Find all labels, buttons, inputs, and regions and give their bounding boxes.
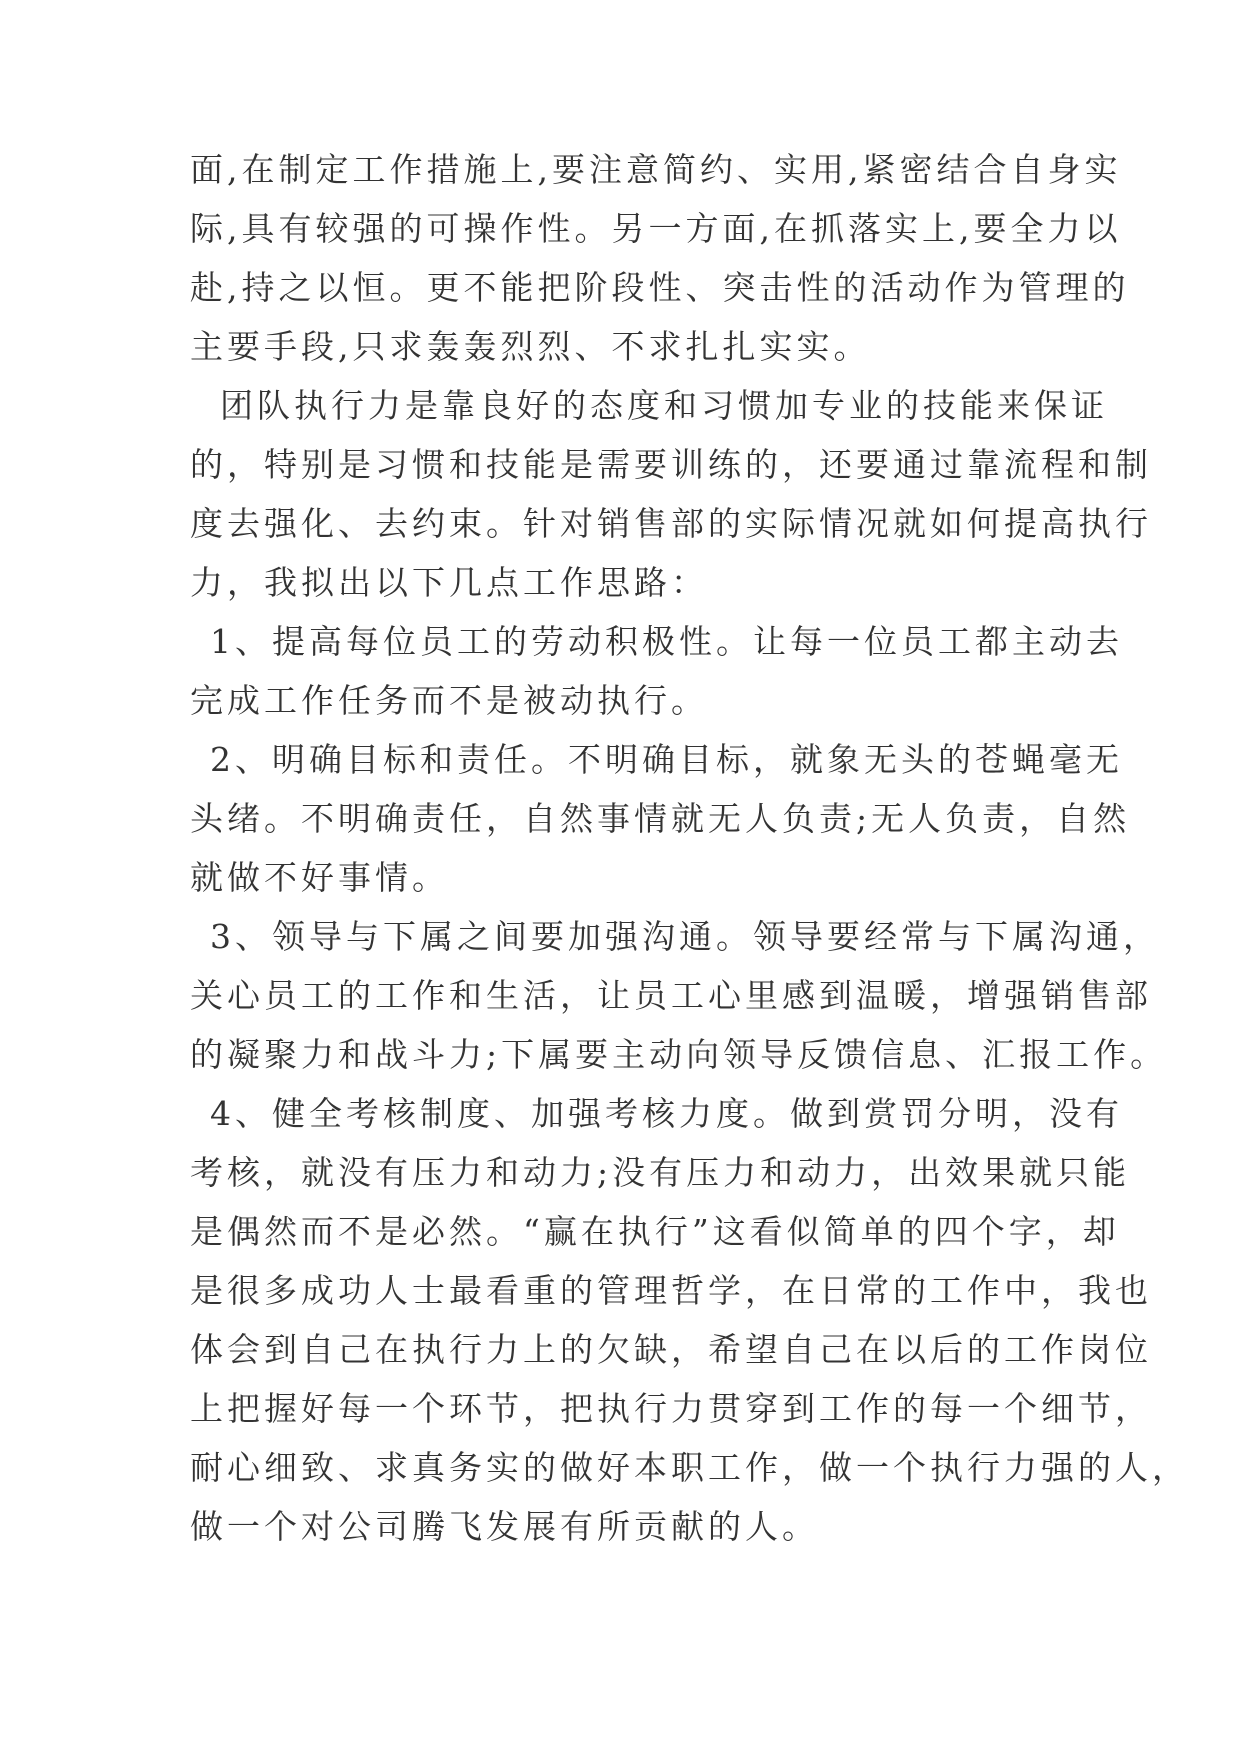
paragraph-2 (190, 376, 1152, 612)
text-line: 头绪。不明确责任，自然事情就无人负责;无人负责，自然 (190, 799, 1131, 838)
document-body (190, 140, 1189, 1556)
text-line: 力，我拟出以下几点工作思路： (190, 563, 708, 602)
list-item-4 (190, 1084, 1189, 1556)
text-line: 度去强化、去约束。针对销售部的实际情况就如何提高执行 (190, 504, 1152, 543)
text-line: 赴,持之以恒。更不能把阶段性、突击性的活动作为管理的 (190, 268, 1130, 307)
text-line: 际,具有较强的可操作性。另一方面,在抓落实上,要全力以 (190, 209, 1122, 248)
text-line: 做一个对公司腾飞发展有所贡献的人。 (190, 1507, 819, 1546)
text-line: 4、健全考核制度、加强考核力度。做到赏罚分明，没有 (210, 1094, 1123, 1133)
text-line: 主要手段,只求轰轰烈烈、不求扎扎实实。 (190, 327, 871, 366)
paragraph-1 (190, 140, 1130, 376)
text-line: 1、提高每位员工的劳动积极性。让每一位员工都主动去 (210, 622, 1123, 661)
text-line: 是很多成功人士最看重的管理哲学，在日常的工作中，我也 (190, 1271, 1152, 1310)
text-line: 3、领导与下属之间要加强沟通。领导要经常与下属沟通， (210, 917, 1160, 956)
text-line: 耐心细致、求真务实的做好本职工作，做一个执行力强的人， (190, 1448, 1189, 1487)
text-line: 考核，就没有压力和动力;没有压力和动力，出效果就只能 (190, 1153, 1131, 1192)
text-line: 是偶然而不是必然。“赢在执行”这看似简单的四个字，却 (190, 1212, 1120, 1251)
text-line: 2、明确目标和责任。不明确目标，就象无头的苍蝇毫无 (210, 740, 1123, 779)
list-item-3 (190, 907, 1168, 1084)
text-line: 团队执行力是靠良好的态度和习惯加专业的技能来保证 (220, 386, 1108, 425)
text-line: 完成工作任务而不是被动执行。 (190, 681, 708, 720)
text-line: 关心员工的工作和生活，让员工心里感到温暖，增强销售部 (190, 976, 1152, 1015)
text-line: 就做不好事情。 (190, 858, 449, 897)
list-item-1 (190, 612, 1123, 730)
text-line: 面,在制定工作措施上,要注意简约、实用,紧密结合自身实 (190, 150, 1122, 189)
text-line: 上把握好每一个环节，把执行力贯穿到工作的每一个细节， (190, 1389, 1152, 1428)
text-line: 的凝聚力和战斗力;下属要主动向领导反馈信息、汇报工作。 (190, 1035, 1168, 1074)
list-item-2 (190, 730, 1131, 907)
text-line: 体会到自己在执行力上的欠缺，希望自己在以后的工作岗位 (190, 1330, 1152, 1369)
text-line: 的，特别是习惯和技能是需要训练的，还要通过靠流程和制 (190, 445, 1152, 484)
